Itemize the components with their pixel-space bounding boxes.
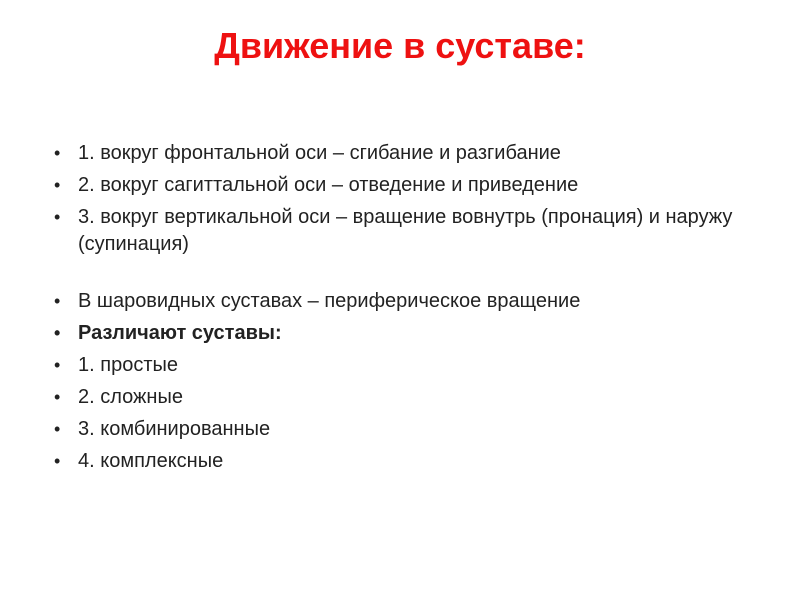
list-item-heading [54, 320, 754, 347]
bullet-icon: • [54, 143, 61, 163]
list-item-text: 4. комплексные [78, 450, 224, 472]
slide-title: Движение в суставе: [214, 25, 586, 66]
bullet-icon: • [54, 175, 61, 195]
list-item-text: 3. вокруг вертикальной оси – вращение вовнутрь (пронация) и наружу (супинация) [78, 206, 733, 255]
bullet-icon: • [54, 419, 61, 439]
bullet-icon: • [54, 323, 61, 343]
bullet-icon: • [54, 291, 61, 311]
list-item [54, 384, 754, 411]
list-item [54, 416, 754, 443]
bullet-icon: • [54, 355, 61, 375]
bullet-icon: • [54, 451, 61, 471]
list-item-text: 1. вокруг фронтальной оси – сгибание и разгибание [78, 142, 561, 164]
list-item-text: 1. простые [78, 354, 178, 376]
list-item-text: 2. вокруг сагиттальной оси – отведение и приведение [78, 174, 579, 196]
bullet-icon: • [54, 207, 61, 227]
list-item [54, 172, 754, 199]
list-item-text: 2. сложные [78, 386, 183, 408]
list-item [54, 288, 754, 315]
bullet-icon: • [54, 387, 61, 407]
list-item-text: 3. комбинированные [78, 418, 271, 440]
bullet-list [54, 140, 754, 480]
list-item-text: В шаровидных суставах – периферическое вращение [78, 290, 581, 312]
list-item [54, 140, 754, 167]
list-item [54, 448, 754, 475]
list-item-text: Различают суставы: [78, 322, 282, 344]
list-item [54, 352, 754, 379]
list-item [54, 204, 754, 258]
